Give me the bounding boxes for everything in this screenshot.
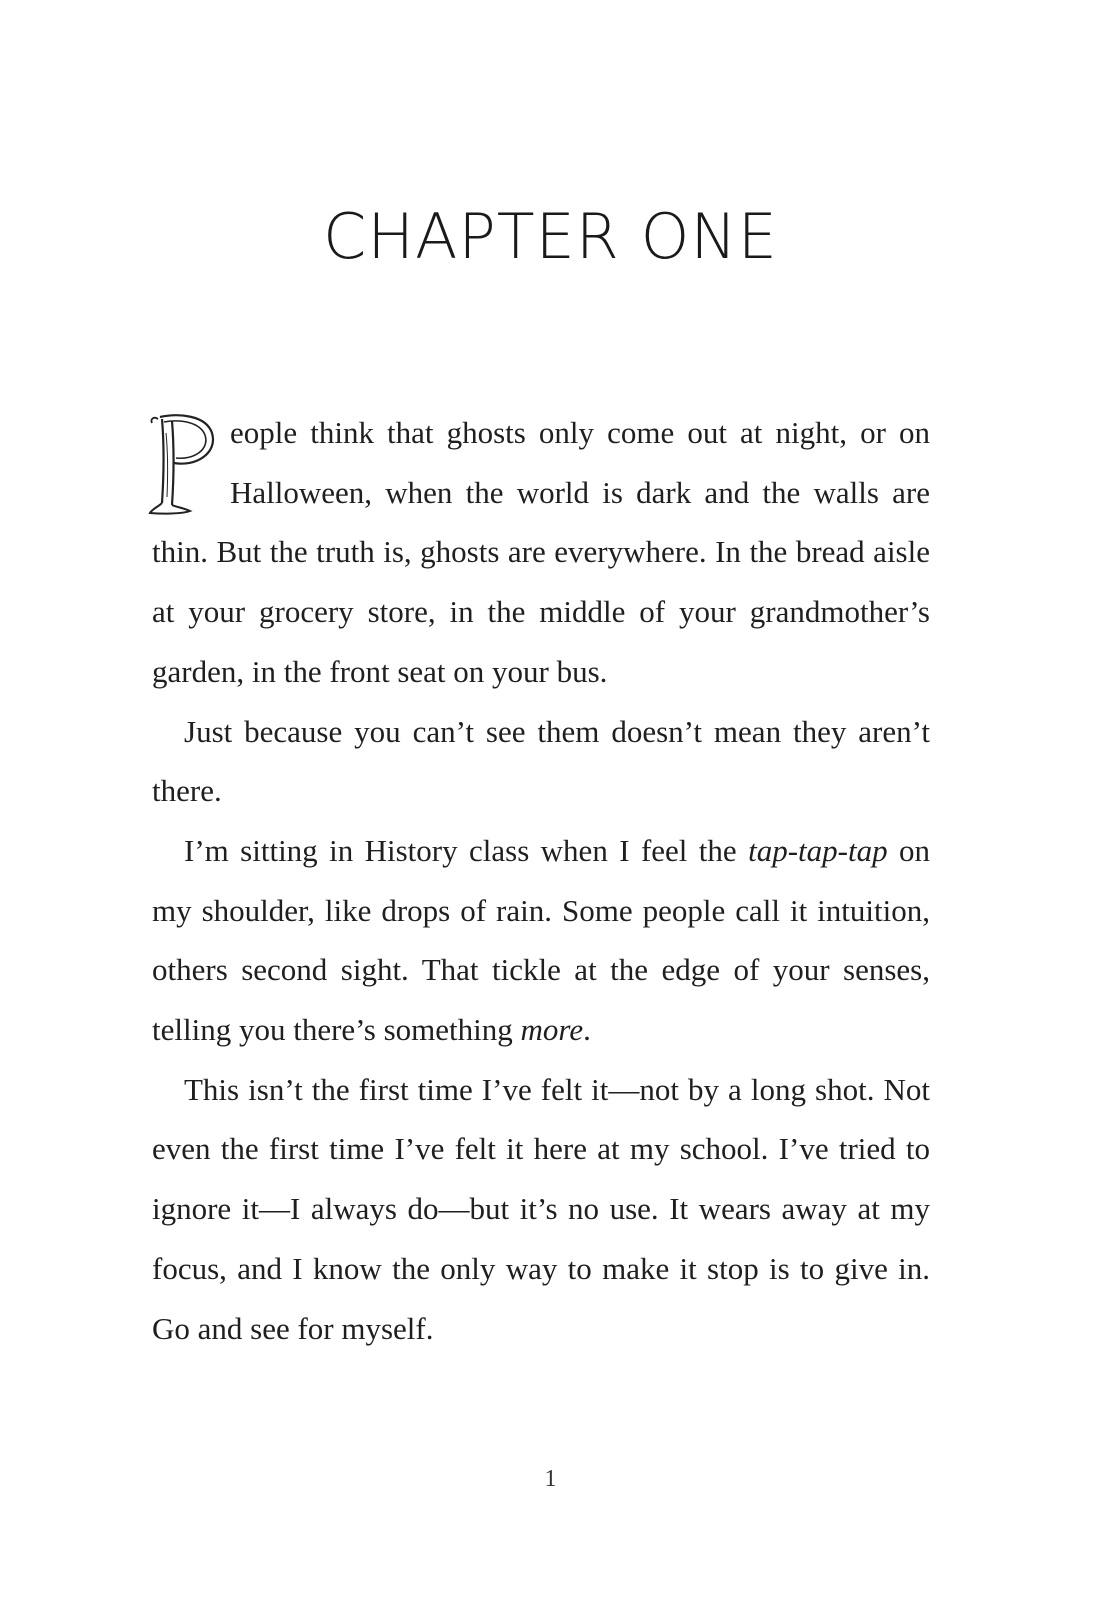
paragraph-3-italic-tap: tap-tap-tap <box>748 832 888 868</box>
page-number: 1 <box>544 1466 557 1492</box>
paragraph-1 <box>152 403 930 702</box>
drop-cap-p <box>148 413 220 517</box>
paragraph-2 <box>152 702 930 821</box>
paragraph-1-text: eople think that ghosts only come out at night, or on Halloween, when the world is dark and the walls are thin. But the truth is, ghosts are everywhere. In the bread aisle at your grocery store, in the middle of your grandmother’s garden, in the front seat on your bus. <box>152 415 930 689</box>
paragraph-4-text: This isn’t the first time I’ve felt it—not by a long shot. Not even the first time I’ve felt it here at my school. I’ve tried to ignore it—I always do—but it’s no use. It wears away at my focus, and I know the only way to make it stop is to give in. Go and see for myself. <box>152 1071 930 1346</box>
paragraph-4 <box>152 1060 930 1359</box>
paragraph-3 <box>152 821 930 1060</box>
paragraph-3-text-a: I’m sitting in History class when I feel the <box>184 832 749 868</box>
chapter-body <box>152 403 930 1358</box>
chapter-title: CHAPTER ONE <box>323 200 778 273</box>
paragraph-3-italic-more: more <box>520 1012 584 1048</box>
paragraph-2-text: Just because you can’t see them doesn’t mean they aren’t there. <box>152 713 930 809</box>
paragraph-3-text-c: . <box>583 1012 591 1048</box>
paragraph-3-text-b: on my shoulder, like drops of rain. Some people call it intuition, others second sight. That tickle at the edge of your senses, telling you there’s something <box>152 832 930 1048</box>
